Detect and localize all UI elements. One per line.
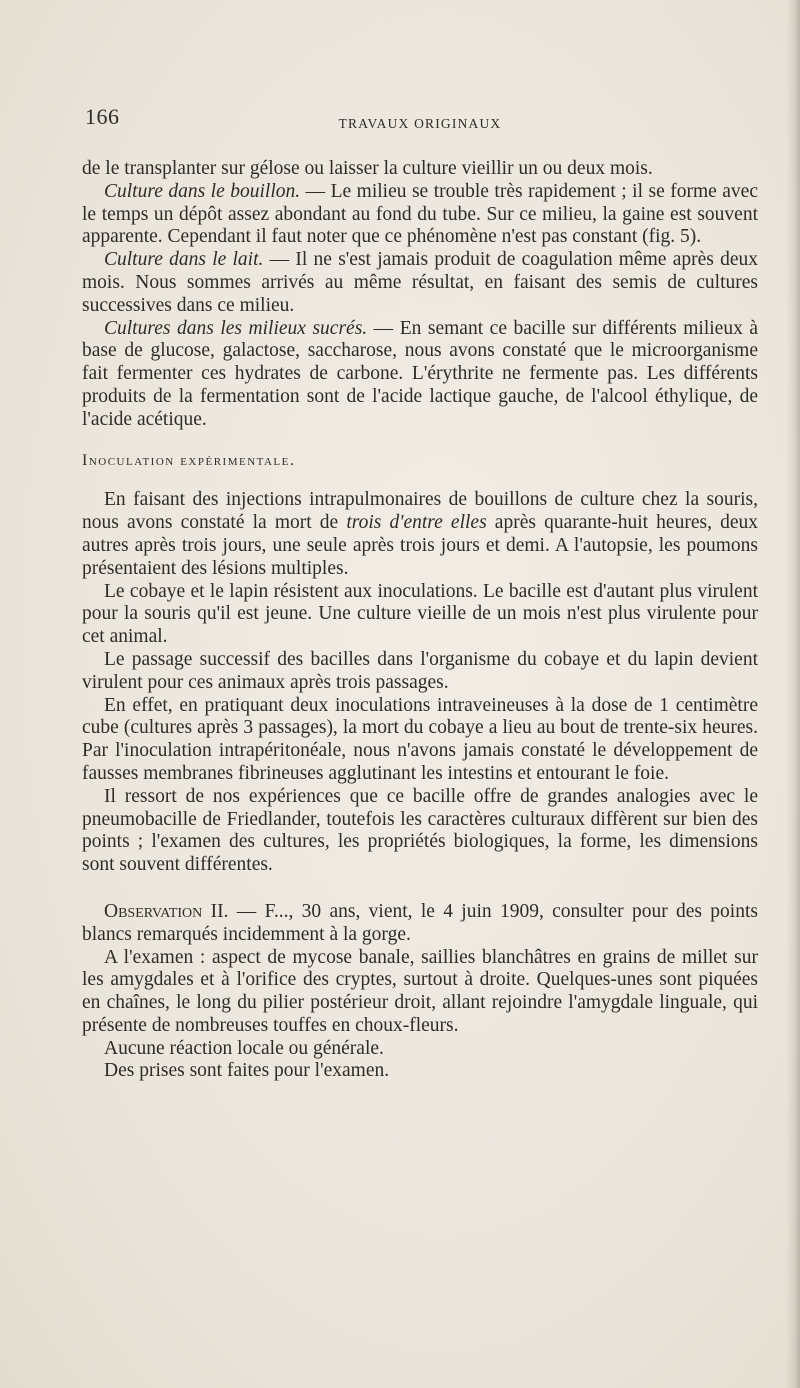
paragraph-culture-bouillon [82,181,758,249]
paragraph-title: Culture dans le lait. [104,249,264,271]
page-number: 166 [85,104,120,129]
paragraph-inoculations [82,695,758,786]
paragraph-text: après quarante-huit heures, deux autres après trois jours, une seule après trois jours et demi. A l'autopsie, les poumons présentaient des lésions multiples. [82,512,758,579]
paragraph-text: En faisant des injections intrapulmonaires de bouillons de culture chez la souris, nous avons constaté la mort de [82,489,758,534]
paragraph-text: Aucune réaction locale ou générale. [104,1037,384,1059]
paragraph-conclusion [82,786,758,877]
paragraph-cobaye-lapin [82,581,758,649]
paragraph-text: Le cobaye et le lapin résistent aux inoculations. Le bacille est d'autant plus virulent pour la souris qu'il est jeune. Une culture vieille de un mois n'est plus virulente pour cet animal. [82,580,758,648]
paragraph-emphasis: trois d'entre elles [346,512,487,534]
paragraph-reaction [82,1038,758,1061]
paragraph-text: Il ressort de nos expériences que ce bacille offre de grandes analogies avec le pneumobacille de Friedlander, toutefois les caractères culturaux diffèrent sur bien des points ; l'examen des cultures, les propriétés biologiques, la forme, les dimensions sont souvent différentes. [82,785,758,876]
paragraph-text: — Le milieu se trouble très rapidement ; il se forme avec le temps un dépôt assez abondant au fond du tube. Sur ce milieu, la gaine est souvent apparente. Cependant il faut noter que ce phénomène n'est pas constant (fig. 5). [82,180,758,248]
paragraph-text: de le transplanter sur gélose ou laisser la culture vieillir un ou deux mois. [82,158,653,179]
paragraph-continuation [82,158,758,181]
paragraph-passage [82,649,758,695]
running-head: TRAVAUX ORIGINAUX [338,116,502,131]
page-header [85,104,755,134]
paragraph-title: Culture dans le bouillon. [104,180,301,202]
paragraph-text: Le passage successif des bacilles dans l'organisme du cobaye et du lapin devient virulent pour ces animaux après trois passages. [82,648,758,693]
observation-title: Observation II. [104,900,229,922]
paragraph-text: En effet, en pratiquant deux inoculations intraveineuses à la dose de 1 centimètre cube (cultures après 3 passages), la mort du cobaye a lieu au bout de trente-six heures. Par l'inoculation intrapéritonéale, nous n'avons jamais constaté le développement de fausses membranes fibrineuses agglutinant les intestins et entourant le foie. [82,694,758,784]
paragraph-text: Des prises sont faites pour l'examen. [104,1060,390,1082]
paragraph-text: — F..., 30 ans, vient, le 4 juin 1909, consulter pour des points blancs remarqués incidemment à la gorge. [82,900,758,945]
paragraph-examen [82,947,758,1038]
paragraph-culture-lait [82,249,758,317]
paragraph-prises [82,1060,758,1083]
paragraph-title: Cultures dans les milieux sucrés. [104,317,368,339]
section-gap [82,877,758,901]
article-body [82,158,758,1083]
paragraph-text: — Il ne s'est jamais produit de coagulation même après deux mois. Nous sommes arrivés au même résultat, en faisant des semis de cultures successives dans ce milieu. [82,249,758,316]
paragraph-text: A l'examen : aspect de mycose banale, saillies blanchâtres en grains de millet sur les amygdales et à l'orifice des cryptes, surtout à droite. Quelques-unes sont piquées en chaînes, le long du pilier postérieur droit, allant rejoindre l'amygdale linguale, qui présente de nombreuses touffes en choux-fleurs. [82,946,758,1036]
paragraph-text: — En semant ce bacille sur différents milieux à base de glucose, galactose, saccharose, nous avons constaté que le microorganisme fait fermenter ces hydrates de carbone. L'érythrite ne fermente pas. Les différents produits de la fermentation sont de l'acide lactique gauche, de l'alcool éthylique, de l'acide acétique. [82,317,758,430]
section-heading: Inoculation expérimentale. [82,451,296,469]
paragraph-observation [82,901,758,947]
paragraph-milieux-sucres [82,318,758,432]
page-edge-shadow [786,0,800,1388]
paragraph-injections [82,489,758,580]
